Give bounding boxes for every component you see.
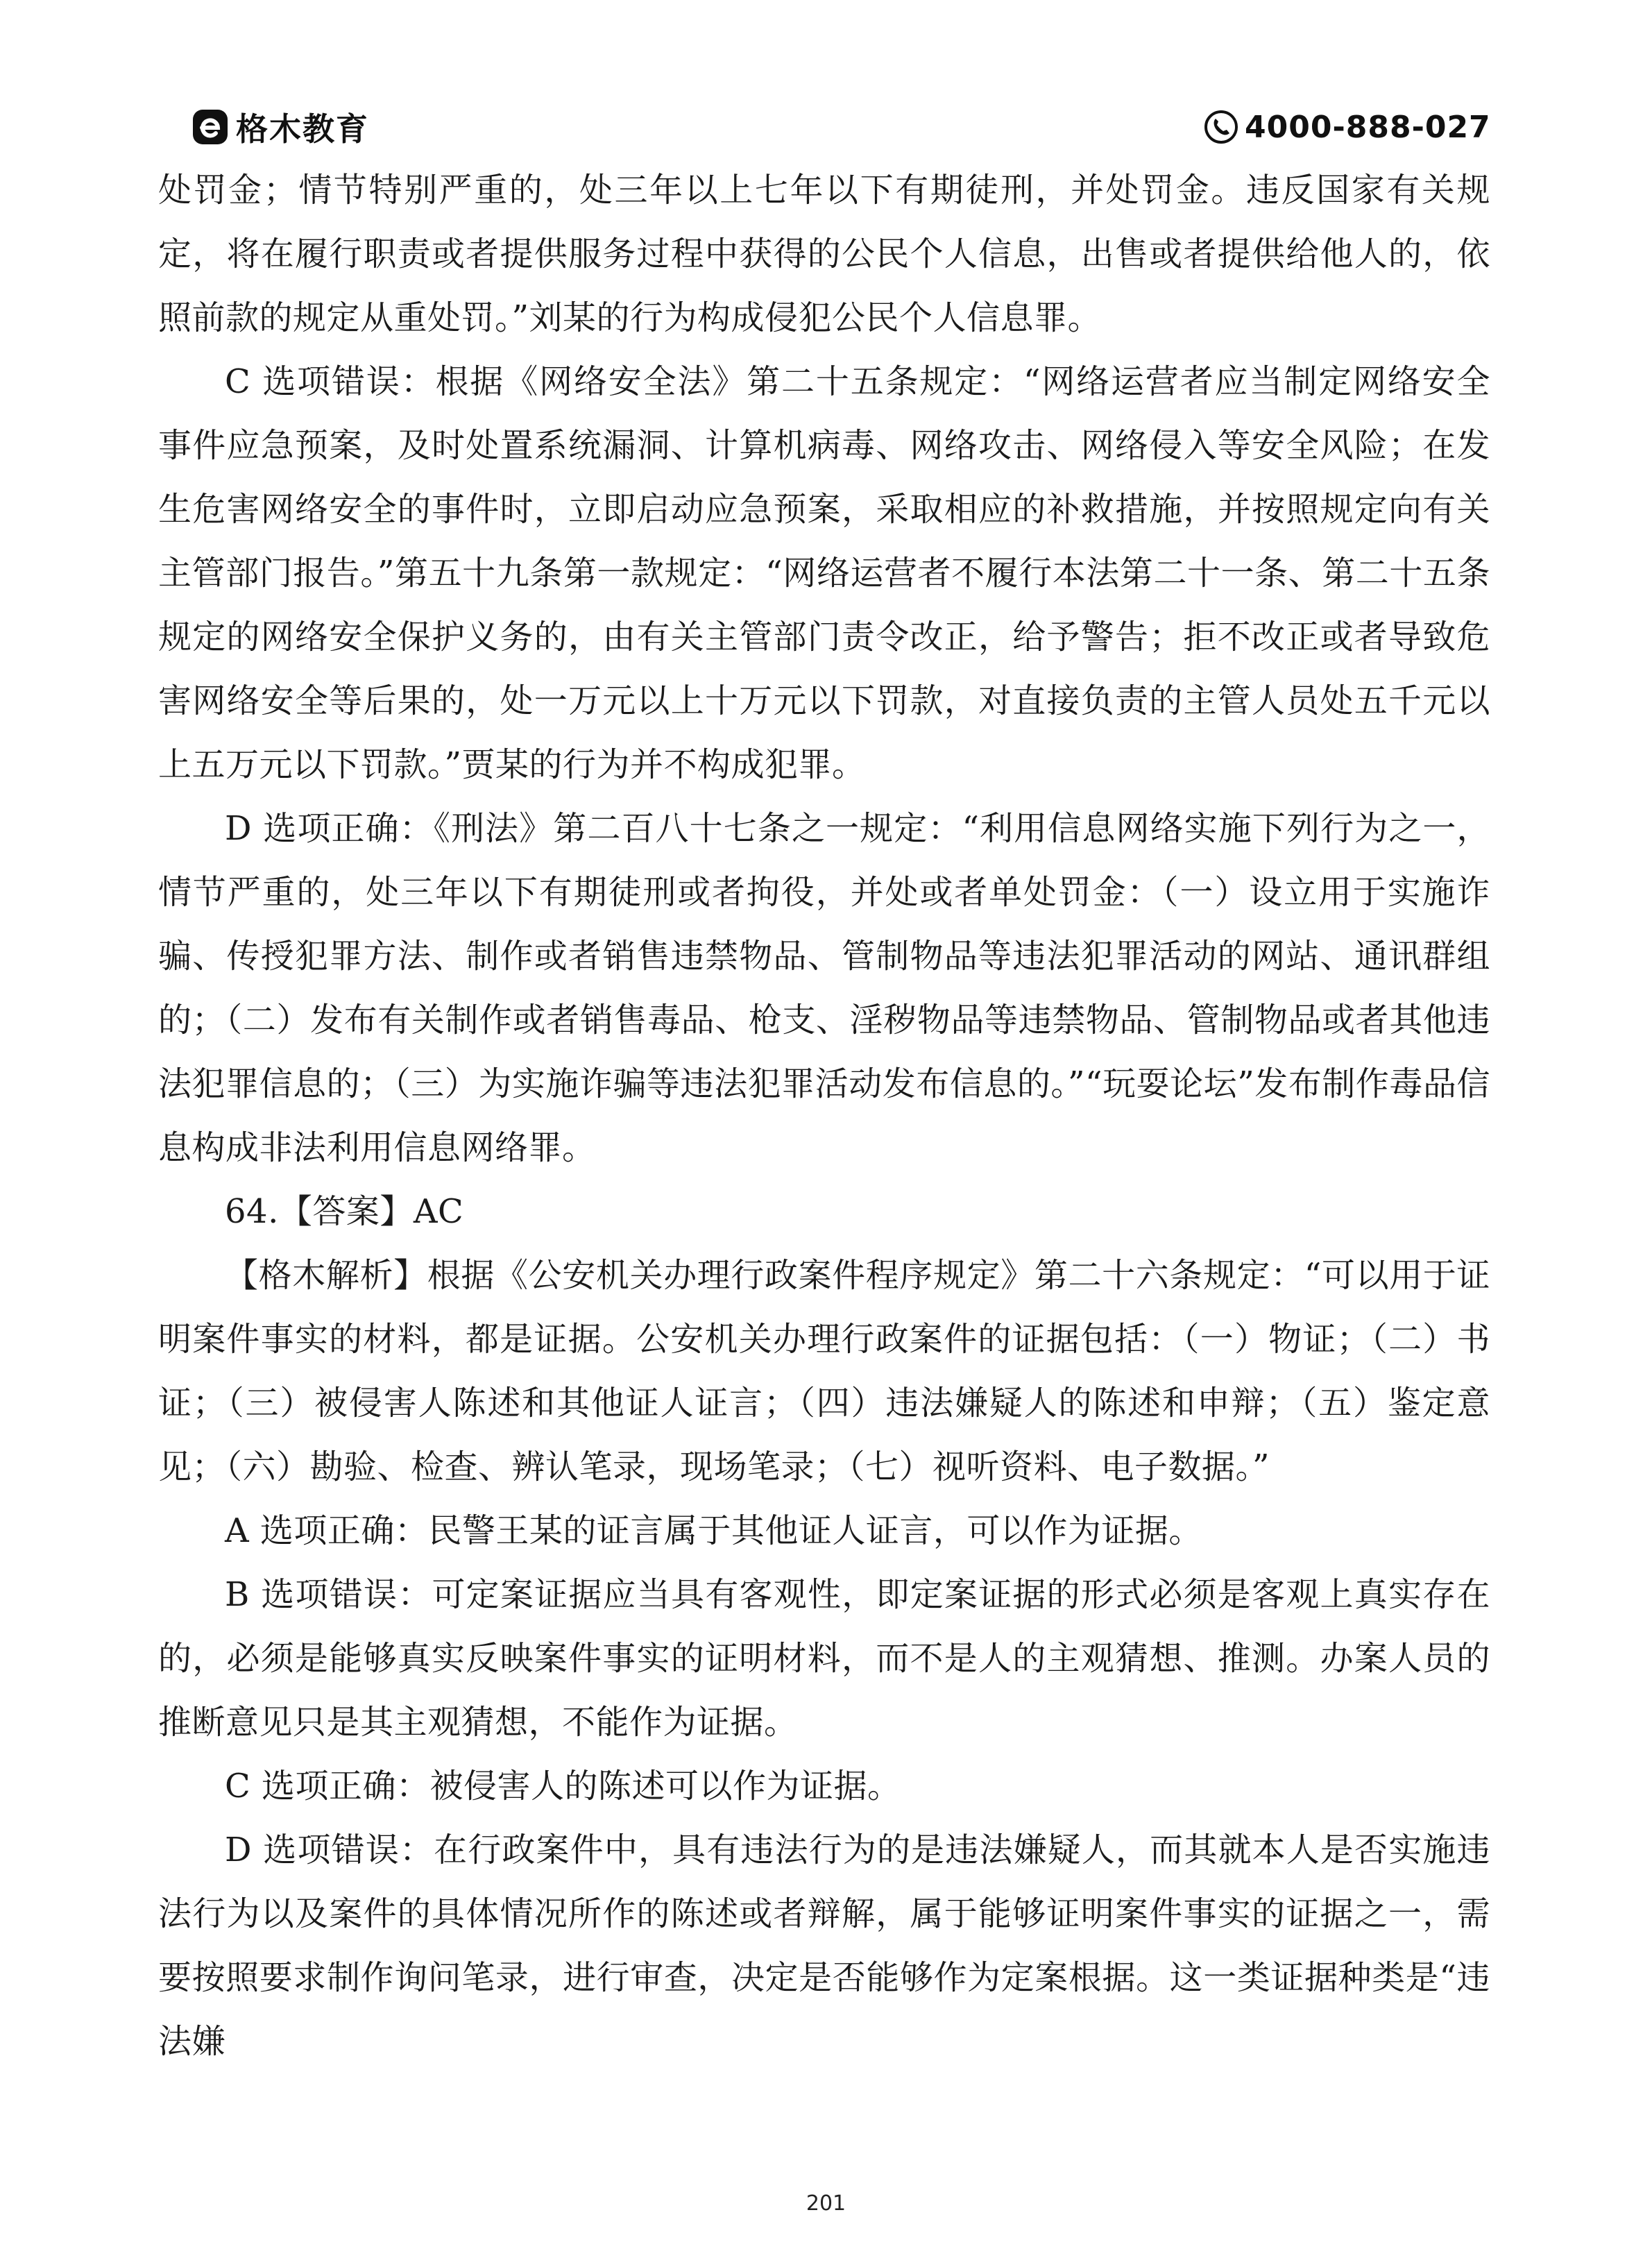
paragraph-analysis: 【格木解析】根据《公安机关办理行政案件程序规定》第二十六条规定：“可以用于证明案件事实的材料，都是证据。公安机关办理行政案件的证据包括：（一）物证；（二）书证；（三）被侵害人陈述和其他证人证言；（四）违法嫌疑人的陈述和申辩；（五）鉴定意见；（六）勘验、检查、辨认笔录，现场笔录；（七）视听资料、电子数据。” — [158, 1256, 1490, 1486]
page-number: 201 — [806, 2191, 846, 2216]
paragraph-option-c: C 选项正确：被侵害人的陈述可以作为证据。 — [225, 1767, 901, 1806]
paragraph-option-d-correct: D 选项正确：《刑法》第二百八十七条之一规定：“利用信息网络实施下列行为之一，情节严重的，处三年以下有期徒刑或者拘役，并处或者单处罚金：（一）设立用于实施诈骗、传授犯罪方法、制作或者销售违禁物品、管制物品等违法犯罪活动的网站、通讯群组的；（二）发布有关制作或者销售毒品、枪支、淫秽物品等违禁物品、管制物品或者其他违法犯罪信息的；（三）为实施诈骗等违法犯罪活动发布信息的。”“玩耍论坛”发布制作毒品信息构成非法利用信息网络罪。 — [158, 809, 1490, 1167]
paragraph-continuation: 处罚金；情节特别严重的，处三年以上七年以下有期徒刑，并处罚金。违反国家有关规定，将在履行职责或者提供服务过程中获得的公民个人信息，出售或者提供给他人的，依照前款的规定从重处罚。”刘某的行为构成侵犯公民个人信息罪。 — [158, 171, 1490, 337]
brand-logo — [191, 104, 369, 150]
paragraph-option-a: A 选项正确：民警王某的证言属于其他证人证言，可以作为证据。 — [225, 1511, 1202, 1550]
paragraph-option-c-wrong: C 选项错误：根据《网络安全法》第二十五条规定：“网络运营者应当制定网络安全事件应急预案，及时处置系统漏洞、计算机病毒、网络攻击、网络侵入等安全风险；在发生危害网络安全的事件时，立即启动应急预案，采取相应的补救措施，并按照规定向有关主管部门报告。”第五十九条第一款规定：“网络运营者不履行本法第二十一条、第二十五条规定的网络安全保护义务的，由有关主管部门责令改正，给予警告；拒不改正或者导致危害网络安全等后果的，处一万元以上十万元以下罚款，对直接负责的主管人员处五千元以上五万元以下罚款。”贾某的行为并不构成犯罪。 — [158, 362, 1490, 784]
brand-name: 格木教育 — [236, 110, 369, 148]
phone-contact — [1203, 104, 1491, 150]
paragraph-option-b: B 选项错误：可定案证据应当具有客观性，即定案证据的形式必须是客观上真实存在的，必须是能够真实反映案件事实的证明材料，而不是人的主观猜想、推测。办案人员的推断意见只是其主观猜想，不能作为证据。 — [158, 1575, 1490, 1742]
paragraph-option-d: D 选项错误：在行政案件中，具有违法行为的是违法嫌疑人，而其就本人是否实施违法行为以及案件的具体情况所作的陈述或者辩解，属于能够证明案件事实的证据之一，需要按照要求制作询问笔录，进行审查，决定是否能够作为定案根据。这一类证据种类是“违法嫌 — [158, 1831, 1490, 2061]
answer-heading: 64.【答案】AC — [225, 1192, 464, 1231]
page-header — [0, 0, 1652, 160]
e-logo-icon — [191, 108, 229, 146]
phone-icon — [1203, 109, 1239, 145]
document-body — [158, 158, 1490, 2073]
phone-number: 4000-888-027 — [1245, 109, 1491, 145]
